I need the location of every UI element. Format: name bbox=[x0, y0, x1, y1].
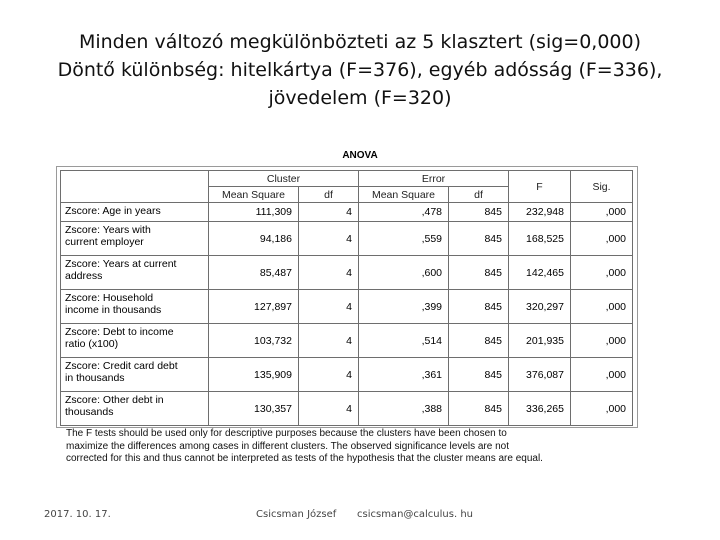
cell-cluster-mean-square: 85,487 bbox=[209, 256, 299, 290]
cell-f: 376,087 bbox=[509, 358, 571, 392]
anova-heading: ANOVA bbox=[342, 150, 378, 161]
title-line-1: Minden változó megkülönbözteti az 5 klasztert (sig=0,000) bbox=[78, 31, 642, 53]
row-label: Zscore: Credit card debt in thousands bbox=[61, 358, 209, 392]
cell-error-mean-square: ,399 bbox=[359, 290, 449, 324]
header-error: Error bbox=[359, 171, 509, 187]
cell-error-mean-square: ,559 bbox=[359, 222, 449, 256]
header-cluster-df: df bbox=[299, 187, 359, 203]
footer-date: 2017. 10. 17. bbox=[44, 509, 111, 520]
cell-error-df: 845 bbox=[449, 358, 509, 392]
row-label: Zscore: Debt to income ratio (x100) bbox=[61, 324, 209, 358]
cell-error-df: 845 bbox=[449, 222, 509, 256]
footer-email: csicsman@calculus. hu bbox=[357, 509, 474, 520]
cell-error-mean-square: ,514 bbox=[359, 324, 449, 358]
cell-sig: ,000 bbox=[571, 324, 633, 358]
anova-table bbox=[60, 170, 633, 426]
cell-error-mean-square: ,361 bbox=[359, 358, 449, 392]
cell-error-df: 845 bbox=[449, 324, 509, 358]
cell-cluster-mean-square: 103,732 bbox=[209, 324, 299, 358]
cell-cluster-mean-square: 127,897 bbox=[209, 290, 299, 324]
cell-cluster-mean-square: 94,186 bbox=[209, 222, 299, 256]
cell-f: 201,935 bbox=[509, 324, 571, 358]
cell-error-df: 845 bbox=[449, 290, 509, 324]
row-label: Zscore: Other debt in thousands bbox=[61, 392, 209, 426]
row-label: Zscore: Household income in thousands bbox=[61, 290, 209, 324]
anova-footnote bbox=[66, 428, 626, 466]
cell-cluster-mean-square: 135,909 bbox=[209, 358, 299, 392]
row-label: Zscore: Years with current employer bbox=[61, 222, 209, 256]
cell-cluster-df: 4 bbox=[299, 203, 359, 222]
table-row bbox=[61, 290, 633, 324]
table-row bbox=[61, 392, 633, 426]
header-row-groups bbox=[61, 171, 633, 187]
table-row bbox=[61, 203, 633, 222]
header-f: F bbox=[509, 171, 571, 203]
header-cluster-mean-square: Mean Square bbox=[209, 187, 299, 203]
cell-cluster-df: 4 bbox=[299, 222, 359, 256]
row-label: Zscore: Age in years bbox=[61, 203, 209, 222]
cell-sig: ,000 bbox=[571, 358, 633, 392]
header-cluster: Cluster bbox=[209, 171, 359, 187]
table-row bbox=[61, 358, 633, 392]
footnote-line-2: maximize the differences among cases in different clusters. The observed significance levels are not bbox=[66, 440, 510, 452]
cell-error-df: 845 bbox=[449, 203, 509, 222]
cell-cluster-mean-square: 130,357 bbox=[209, 392, 299, 426]
cell-sig: ,000 bbox=[571, 203, 633, 222]
header-error-mean-square: Mean Square bbox=[359, 187, 449, 203]
cell-error-mean-square: ,478 bbox=[359, 203, 449, 222]
cell-error-mean-square: ,600 bbox=[359, 256, 449, 290]
cell-cluster-df: 4 bbox=[299, 358, 359, 392]
title-line-3: jövedelem (F=320) bbox=[268, 87, 452, 109]
cell-sig: ,000 bbox=[571, 256, 633, 290]
row-label: Zscore: Years at current address bbox=[61, 256, 209, 290]
cell-error-mean-square: ,388 bbox=[359, 392, 449, 426]
cell-cluster-df: 4 bbox=[299, 290, 359, 324]
cell-sig: ,000 bbox=[571, 392, 633, 426]
cell-error-df: 845 bbox=[449, 256, 509, 290]
footnote-line-1: The F tests should be used only for descriptive purposes because the clusters have been chosen to bbox=[66, 428, 507, 439]
cell-cluster-df: 4 bbox=[299, 392, 359, 426]
header-corner-lower bbox=[61, 187, 209, 203]
cell-sig: ,000 bbox=[571, 222, 633, 256]
cell-cluster-df: 4 bbox=[299, 256, 359, 290]
table-row bbox=[61, 256, 633, 290]
cell-f: 336,265 bbox=[509, 392, 571, 426]
footer-author: Csicsman József bbox=[256, 509, 337, 520]
footnote-line-3: corrected for this and thus cannot be interpreted as tests of the hypothesis that the cluster means are equal. bbox=[66, 453, 543, 465]
cell-cluster-df: 4 bbox=[299, 324, 359, 358]
cell-cluster-mean-square: 111,309 bbox=[209, 203, 299, 222]
cell-f: 142,465 bbox=[509, 256, 571, 290]
header-sig: Sig. bbox=[571, 171, 633, 203]
table-row bbox=[61, 222, 633, 256]
cell-f: 168,525 bbox=[509, 222, 571, 256]
cell-f: 320,297 bbox=[509, 290, 571, 324]
cell-f: 232,948 bbox=[509, 203, 571, 222]
slide-title bbox=[40, 28, 680, 112]
header-error-df: df bbox=[449, 187, 509, 203]
cell-sig: ,000 bbox=[571, 290, 633, 324]
header-corner bbox=[61, 171, 209, 187]
table-row bbox=[61, 324, 633, 358]
cell-error-df: 845 bbox=[449, 392, 509, 426]
title-line-2: Döntő különbség: hitelkártya (F=376), egyéb adósság (F=336), bbox=[57, 59, 663, 81]
